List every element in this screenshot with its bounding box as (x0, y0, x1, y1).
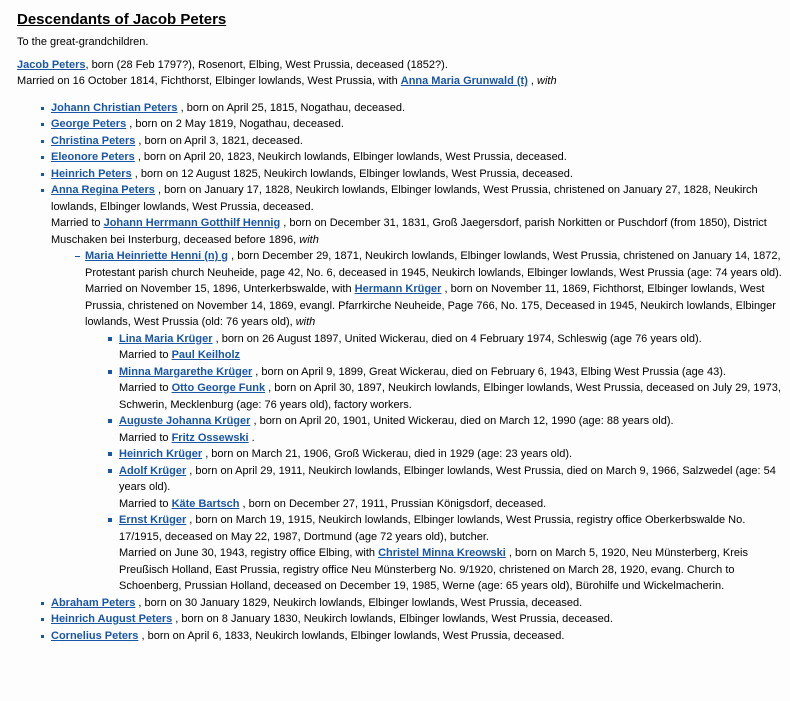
list-item (39, 628, 789, 645)
great-grandchild-details: , born on April 20, 1901, United Wickerau, died on March 12, 1990 (age: 88 years old). (250, 415, 674, 427)
spouse-details: , born on December 31, 1831, Groß Jaegersdorf, parish Norkitten or Puschdorf (from 1850), District Muschaken bei Insterburg, deceased before 1896, (51, 217, 767, 246)
child-details: , born on January 17, 1828, Neukirch lowlands, Elbinger lowlands, West Prussia, christened on January 27, 1828, Neukirch lowlands, Elbinger lowlands, West Prussia, deceased. (51, 184, 758, 213)
list-item (73, 248, 789, 595)
spouse-details: , born on December 27, 1911, Prussian Königsdorf, deceased. (239, 497, 547, 510)
spouse-details: , born on November 11, 1869, Fichthorst, Elbinger lowlands, West Prussia, christened on November 14, 1869, evangl. Pfarrkirche Neuheide, Page 766, No. 175, Deceased in 1945, Neukirch lowlands, Elbinger lowlands, West Prussia (old: 76 years old), (85, 283, 776, 328)
great-grandchild-link[interactable]: Minna Margarethe Krüger (119, 365, 253, 378)
with-label: with (295, 316, 316, 328)
root-spouse-link[interactable]: Anna Maria Grunwald (t) (400, 75, 528, 87)
list-item (39, 100, 789, 117)
great-grandchild-marriage (119, 380, 789, 413)
root-marriage-text: Married on 16 October 1814, Fichthorst, Elbinger lowlands, West Prussia, with (17, 75, 401, 87)
child-details: , born on 2 May 1819, Nogathau, deceased. (126, 118, 344, 130)
spouse-details: , born on April 30, 1897, Neukirch lowlands, Elbinger lowlands, West Prussia, deceased on July 29, 1973, Schwerin, Mecklenburg (age: 76 years old), factory workers. (119, 382, 781, 411)
child-link[interactable]: Johann Christian Peters (51, 101, 178, 114)
with-label: with (299, 233, 319, 246)
spouse-link[interactable]: Fritz Ossewski (171, 431, 249, 444)
spouse-details: , born on March 5, 1920, Neu Münsterberg, Kreis Preußisch Holland, East Prussia, registry office Neu Münsterberg No. 9/1920, christened on March 28, 1920, evang. Church to Schoenberg, Prussian Holland, deceased on December 19, 1985, Werne (age: 65 years old), Bürohilfe und Wickelmacherin. (119, 547, 748, 592)
spouse-link[interactable]: Paul Keilholz (171, 349, 241, 361)
root-person-link[interactable]: Jacob Peters (17, 58, 86, 71)
great-grandchild-details: , born on March 19, 1915, Neukirch lowlands, Elbinger lowlands, West Prussia, registry office Oberkerbswalde No. 17/1915, deceased on May 22, 1987, Dortmund (age 72 years old), butcher. (119, 514, 746, 543)
child-link[interactable]: Heinrich Peters (51, 167, 132, 180)
great-grandchild-link[interactable]: Ernst Krüger (119, 514, 187, 526)
great-grandchild-link[interactable]: Heinrich Krüger (119, 448, 203, 460)
great-grandchild-marriage (119, 496, 789, 513)
marriage-text: Married to (119, 349, 172, 361)
root-person (17, 57, 774, 74)
grandchildren-list (73, 248, 789, 595)
list-item (107, 331, 789, 364)
spouse-details: . (248, 431, 255, 444)
great-grandchild-details: , born on 26 August 1897, United Wickerau, died on 4 February 1974, Schleswig (age 76 years old). (212, 332, 702, 345)
great-grandchild-marriage (119, 347, 789, 364)
marriage-text: Married to (119, 431, 172, 444)
great-grandchild-link[interactable]: Adolf Krüger (119, 464, 187, 477)
list-item (39, 149, 789, 166)
root-marriage (17, 73, 774, 90)
root-marriage-post: , (527, 75, 538, 87)
child-details: , born on April 3, 1821, deceased. (135, 134, 303, 147)
page-subtitle: To the great-grandchildren. (17, 36, 149, 48)
great-grandchild-marriage (119, 430, 789, 447)
list-item (107, 364, 789, 414)
spouse-link[interactable]: Christel Minna Kreowski (378, 547, 506, 559)
grandchild-link[interactable]: Maria Heinriette Henni (n) g (85, 250, 229, 262)
child-details: , born on 30 January 1829, Neukirch lowlands, Elbinger lowlands, West Prussia, deceased. (135, 596, 583, 609)
list-item (39, 611, 789, 628)
child-marriage (51, 215, 789, 248)
child-link[interactable]: Christina Peters (51, 134, 136, 147)
child-link[interactable]: Abraham Peters (51, 596, 136, 609)
child-link[interactable]: Cornelius Peters (51, 629, 139, 642)
child-details: , born on April 25, 1815, Nogathau, deceased. (177, 101, 406, 114)
list-item (39, 182, 789, 595)
spouse-link[interactable]: Hermann Krüger (354, 283, 442, 295)
great-grandchild-link[interactable]: Auguste Johanna Krüger (119, 415, 251, 427)
list-item (39, 133, 789, 150)
spouse-link[interactable]: Käte Bartsch (171, 497, 240, 510)
great-grandchild-details: , born on March 21, 1906, Groß Wickerau, died in 1929 (age: 23 years old). (202, 448, 573, 460)
child-link[interactable]: George Peters (51, 118, 127, 130)
page-title: Descendants of Jacob Peters (17, 11, 227, 28)
great-grandchildren-list (107, 331, 789, 595)
marriage-text: Married to (119, 497, 172, 510)
child-details: , born on 8 January 1830, Neukirch lowlands, Elbinger lowlands, West Prussia, deceased. (172, 613, 613, 625)
root-with: with (537, 75, 557, 87)
list-item (107, 446, 789, 463)
child-link[interactable]: Heinrich August Peters (51, 613, 173, 625)
child-link[interactable]: Anna Regina Peters (51, 184, 155, 196)
children-list (39, 100, 789, 645)
spouse-link[interactable]: Otto George Funk (171, 382, 266, 394)
child-link[interactable]: Eleonore Peters (51, 151, 135, 163)
root-person-details: , born (28 Feb 1797?), Rosenort, Elbing, West Prussia, deceased (1852?). (85, 58, 448, 71)
list-item (107, 463, 789, 513)
great-grandchild-marriage (119, 545, 789, 595)
marriage-text: Married to (51, 217, 104, 229)
great-grandchild-link[interactable]: Lina Maria Krüger (119, 332, 213, 345)
list-item (107, 413, 789, 446)
child-details: , born on April 6, 1833, Neukirch lowlands, Elbinger lowlands, West Prussia, deceased. (138, 629, 565, 642)
grandchild-details: , born December 29, 1871, Neukirch lowlands, Elbinger lowlands, West Prussia, christened on January 14, 1872, Protestant parish church Neuheide, page 42, No. 6, deceased in 1945, Neukirch lowlands, Elbinger lowlands, West Prussia (age: 74 years old). (85, 250, 782, 279)
grandchild-marriage (85, 281, 789, 331)
spouse-link[interactable]: Johann Herrmann Gotthilf Hennig (103, 217, 281, 229)
list-item (39, 595, 789, 612)
marriage-text: Married to (119, 382, 172, 394)
list-item (39, 116, 789, 133)
great-grandchild-details: , born on April 9, 1899, Great Wickerau, died on February 6, 1943, Elbing West Prussia (age 43). (252, 365, 726, 378)
child-details: , born on April 20, 1823, Neukirch lowlands, Elbinger lowlands, West Prussia, deceased. (134, 151, 567, 163)
marriage-text: Married on November 15, 1896, Unterkerbswalde, with (85, 283, 355, 295)
marriage-text: Married on June 30, 1943, registry office Elbing, with (119, 547, 379, 559)
great-grandchild-details: , born on April 29, 1911, Neukirch lowlands, Elbinger lowlands, West Prussia, died on March 9, 1966, Salzwedel (age: 54 years old). (119, 464, 776, 493)
list-item (39, 166, 789, 183)
list-item (107, 512, 789, 595)
child-details: , born on 12 August 1825, Neukirch lowlands, Elbinger lowlands, West Prussia, deceased. (131, 167, 573, 180)
